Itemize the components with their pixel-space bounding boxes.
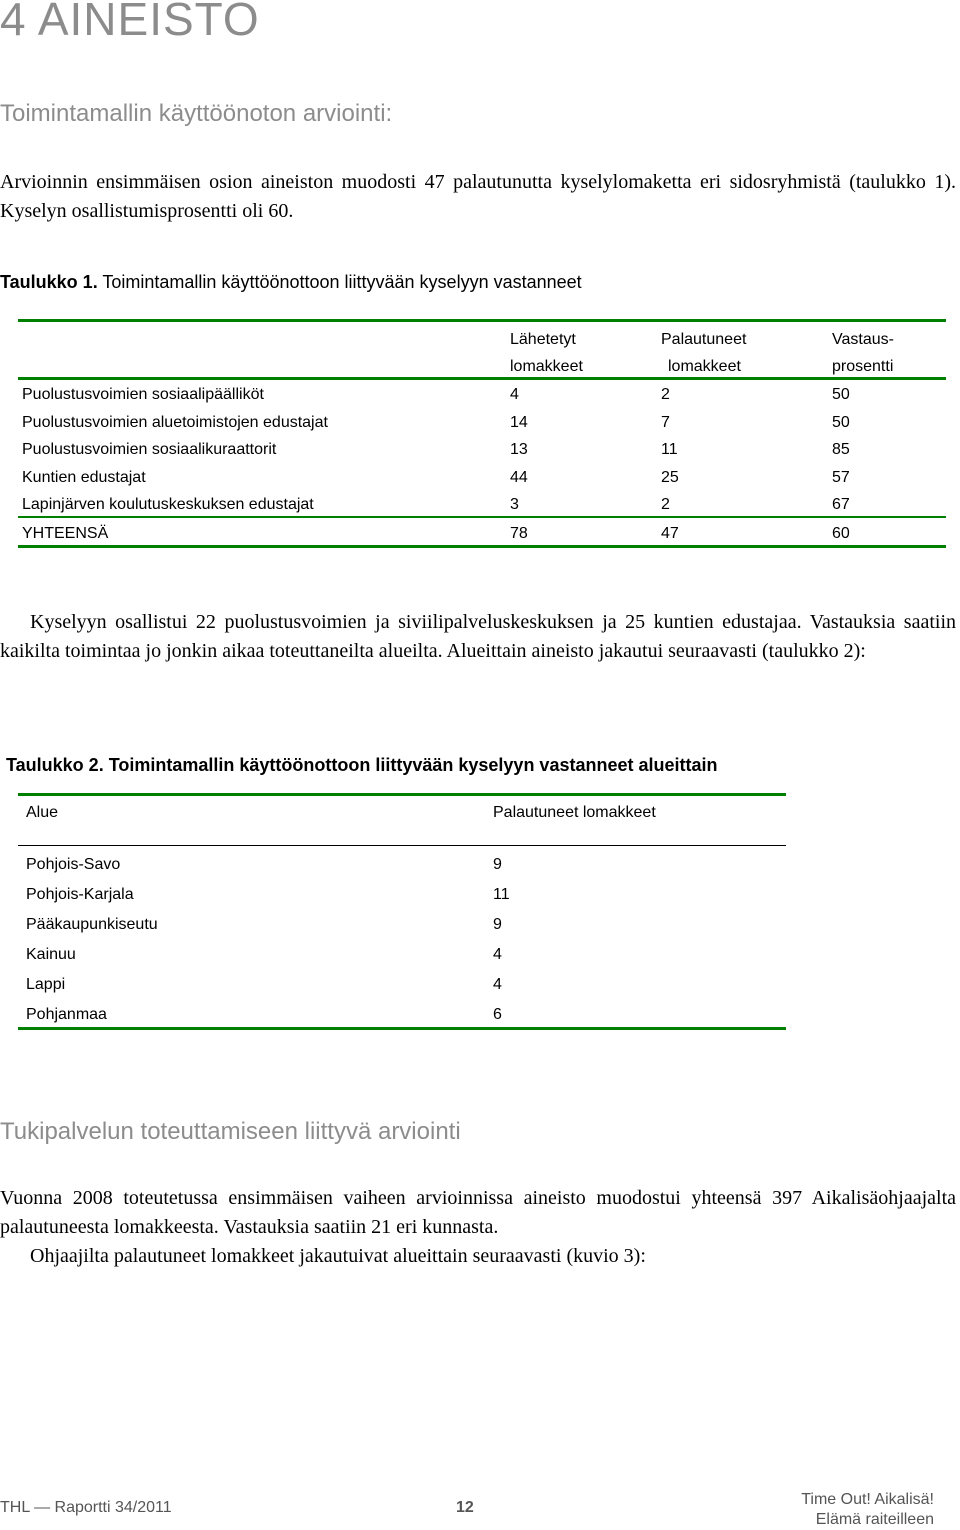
table2-cell-count: 9 [493, 916, 502, 933]
table2-header-returned: Palautuneet lomakkeet [493, 804, 656, 821]
footer-publication-title: Time Out! Aikalisä! [801, 1491, 934, 1508]
table1-cell-rate: 57 [832, 469, 850, 486]
table1-caption-text: Toimintamallin käyttöönottoon liittyvään kyselyyn vastanneet [102, 272, 582, 292]
table1-cell-returned: 25 [661, 469, 679, 486]
table2-caption: Taulukko 2. Toimintamallin käyttöönottoon liittyvään kyselyyn vastanneet alueittain [6, 755, 718, 775]
table1-cell-returned: 2 [661, 496, 670, 513]
table1-header-rate-bottom: prosentti [832, 358, 894, 375]
table2-cell-region: Pohjois-Karjala [26, 886, 134, 903]
table1-cell-rate: 50 [832, 386, 850, 403]
table2-cell-region: Kainuu [26, 946, 76, 963]
footer-publication [801, 1490, 934, 1530]
table1-cell-returned: 2 [661, 386, 670, 403]
footer-page-number: 12 [456, 1499, 474, 1516]
section2-title: Tukipalvelun toteuttamiseen liittyvä arviointi [0, 1118, 461, 1145]
table1-header-rate-top: Vastaus- [832, 331, 894, 348]
table1-top-rule [18, 319, 946, 322]
footer-publication-subtitle: Elämä raiteilleen [815, 1511, 934, 1528]
table1-total-label: YHTEENSÄ [22, 525, 109, 542]
table1-total-sent: 78 [510, 525, 528, 542]
table1-total-returned: 47 [661, 525, 679, 542]
table1-cell-group: Puolustusvoimien sosiaalipäälliköt [22, 386, 264, 403]
table1-header-returned-bottom: lomakkeet [668, 358, 741, 375]
footer-report: THL — Raportti 34/2011 [0, 1499, 172, 1516]
section2-paragraph-2: Ohjaajilta palautuneet lomakkeet jakautuivat alueittain seuraavasti (kuvio 3): [30, 1245, 646, 1267]
table1-cell-returned: 7 [661, 414, 670, 431]
table1-cell-sent: 44 [510, 469, 528, 486]
section2-paragraph: Vuonna 2008 toteutetussa ensimmäisen vaiheen arvioinnissa aineisto muodostui yhteensä 397 Aikalisäohjaajalta palautuneesta lomakkeesta. Vastauksia saatiin 21 eri kunnasta. [0, 1187, 956, 1238]
table1-cell-group: Puolustusvoimien sosiaalikuraattorit [22, 441, 277, 458]
table1-cell-returned: 11 [661, 441, 678, 458]
table1-cell-sent: 13 [510, 441, 528, 458]
table2-header-region: Alue [26, 804, 59, 821]
table1-cell-sent: 14 [510, 414, 528, 431]
table2-cell-count: 4 [493, 976, 502, 993]
table2-cell-count: 4 [493, 946, 502, 963]
table2-cell-count: 6 [493, 1006, 502, 1023]
table1-label: Taulukko 1. [0, 272, 98, 292]
table1-cell-group: Kuntien edustajat [22, 469, 146, 486]
intro-paragraph: Arvioinnin ensimmäisen osion aineiston muodosti 47 palautunutta kyselylomaketta eri sidosryhmistä (taulukko 1). Kyselyn osallistumisprosentti oli 60. [0, 171, 956, 222]
table1-total-rule [18, 516, 946, 518]
table1-total-rate: 60 [832, 525, 850, 542]
table2-cell-region: Pohjanmaa [26, 1006, 107, 1023]
section-title: Toimintamallin käyttöönoton arviointi: [0, 100, 393, 127]
table2-cell-region: Pohjois-Savo [26, 856, 121, 873]
table1-header-returned-top: Palautuneet [661, 331, 747, 348]
table1-cell-group: Lapinjärven koulutuskeskuksen edustajat [22, 496, 314, 513]
table1-cell-rate: 67 [832, 496, 850, 513]
table2-cell-count: 9 [493, 856, 502, 873]
page-heading: 4 AINEISTO [0, 0, 260, 45]
table1-caption [0, 272, 582, 293]
table2-cell-region: Pääkaupunkiseutu [26, 916, 158, 933]
table1-cell-group: Puolustusvoimien aluetoimistojen edustajat [22, 414, 328, 431]
table1-cell-sent: 3 [510, 496, 519, 513]
table2-cell-count: 11 [493, 886, 510, 903]
participation-paragraph: Kyselyyn osallistui 22 puolustusvoimien ja siviilipalveluskeskuksen ja 25 kuntien edustajaa. Vastauksia saatiin kaikilta toimintaa jo jonkin aikaa toteuttaneilta alueilta. Alueittain aineisto jakautui seuraavasti (taulukko 2): [0, 611, 956, 662]
table1-cell-sent: 4 [510, 386, 519, 403]
table1-cell-rate: 85 [832, 441, 850, 458]
table2-cell-region: Lappi [26, 976, 66, 993]
table2-top-rule [18, 793, 786, 796]
table2-bottom-rule [18, 1027, 786, 1030]
table1-header-sent-top: Lähetetyt [510, 331, 576, 348]
table1-header-rule [18, 377, 946, 380]
table1-bottom-rule [18, 545, 946, 548]
table2-header-rule [18, 845, 786, 846]
table1-cell-rate: 50 [832, 414, 850, 431]
table1-header-sent-bottom: lomakkeet [510, 358, 583, 375]
